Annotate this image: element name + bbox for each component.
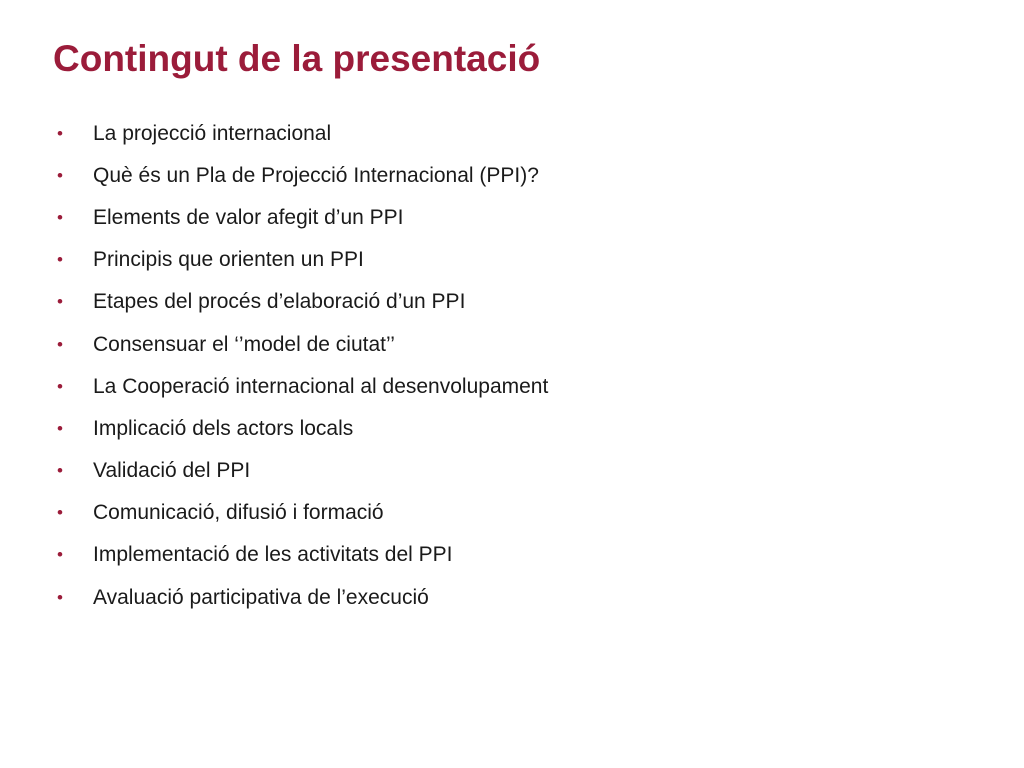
bullet-icon: • [57,123,63,143]
list-item-text: Consensuar el ‘’model de ciutat’’ [93,332,395,356]
list-item-text: Etapes del procés d’elaboració d’un PPI [93,290,466,314]
bullet-icon: • [57,503,63,523]
list-item-text: Principis que orienten un PPI [93,248,364,272]
bullet-icon: • [57,376,63,396]
bullet-icon: • [57,545,63,565]
list-item-text: Avaluació participativa de l’execució [93,585,429,609]
bullet-icon: • [57,207,63,227]
list-item-text: Elements de valor afegit d’un PPI [93,205,404,229]
bullet-icon: • [57,334,63,354]
bullet-icon: • [57,292,63,312]
list-item-text: La projecció internacional [93,121,332,145]
bullet-icon: • [57,587,63,607]
slide-title: Contingut de la presentació [53,38,541,79]
bullet-icon: • [57,165,63,185]
list-item-text: Implementació de les activitats del PPI [93,543,453,567]
list-item-text: Validació del PPI [93,459,251,483]
list-item-text: Què és un Pla de Projecció Internacional (PPI)? [93,163,539,187]
list-item-text: Comunicació, difusió i formació [93,501,384,525]
bullet-icon: • [57,250,63,270]
bullet-icon: • [57,461,63,481]
list-item-text: La Cooperació internacional al desenvolupament [93,374,549,398]
list-item-text: Implicació dels actors locals [93,416,354,440]
bullet-icon: • [57,418,63,438]
